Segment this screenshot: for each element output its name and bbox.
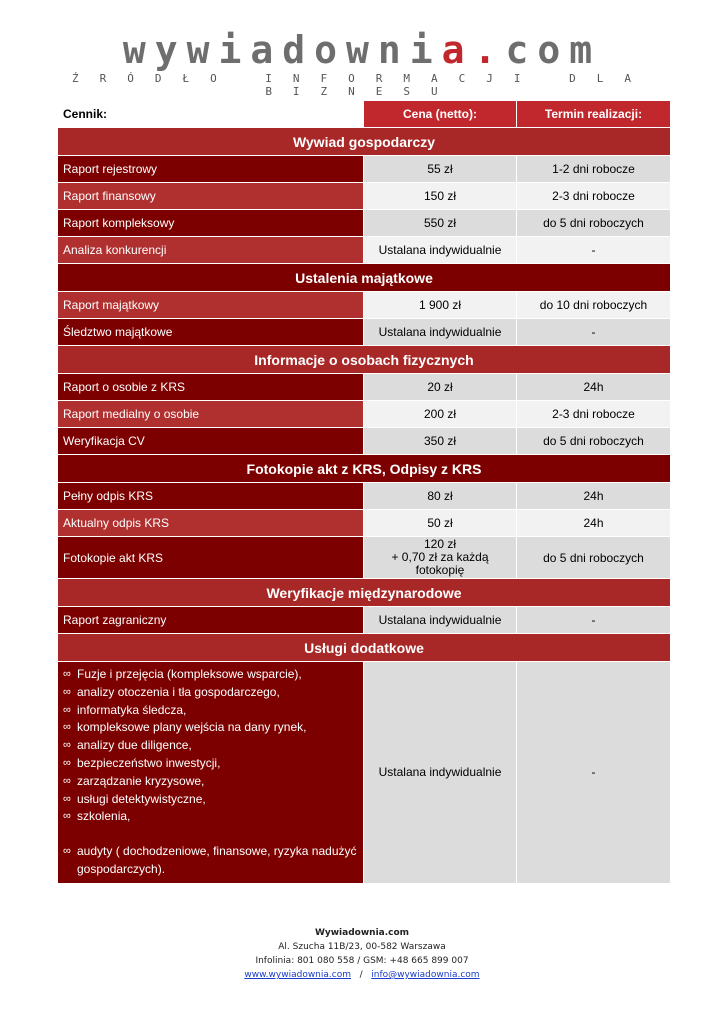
- list-item-text: kompleksowe plany wejścia na dany rynek,: [77, 720, 307, 735]
- price-line: 120 zł: [423, 537, 457, 551]
- header-price: Cena (netto):: [364, 101, 517, 128]
- list-item-text: audyty ( dochodzeniowe, finansowe, ryzyka nadużyć gospodarczych).: [77, 844, 357, 876]
- service-price: 200 zł: [364, 401, 517, 428]
- infinity-bullet-icon: ∞: [63, 703, 71, 716]
- table-row: [58, 210, 671, 237]
- service-price: [364, 537, 517, 579]
- service-price: Ustalana indywidualnie: [364, 607, 517, 634]
- section-header: [58, 634, 671, 662]
- service-price: Ustalana indywidualnie: [364, 237, 517, 264]
- table-row: [58, 374, 671, 401]
- price-line: + 0,70 zł za każdą: [391, 550, 489, 564]
- service-price: Ustalana indywidualnie: [364, 662, 517, 884]
- list-item-text: analizy otoczenia i tła gospodarczego,: [77, 684, 280, 699]
- list-item-text: Fuzje i przejęcia (kompleksowe wsparcie),: [77, 667, 302, 681]
- infinity-bullet-icon: ∞: [63, 810, 71, 823]
- infinity-bullet-icon: ∞: [63, 685, 71, 698]
- table-row: [58, 183, 671, 210]
- table-row: [58, 237, 671, 264]
- service-term: 24h: [517, 510, 671, 537]
- list-item: [63, 684, 358, 702]
- section-header: [58, 128, 671, 156]
- service-price: 55 zł: [364, 156, 517, 183]
- list-item-text: szkolenia,: [77, 809, 131, 824]
- service-term: do 10 dni roboczych: [517, 292, 671, 319]
- service-term: 2-3 dni robocze: [517, 401, 671, 428]
- service-term: 24h: [517, 374, 671, 401]
- service-name: Raport rejestrowy: [58, 156, 364, 183]
- infinity-bullet-icon: ∞: [63, 845, 71, 858]
- website-link[interactable]: www.wywiadownia.com: [244, 970, 351, 980]
- header-term: Termin realizacji:: [517, 101, 671, 128]
- service-price: 50 zł: [364, 510, 517, 537]
- footer-company: Wywiadownia.com: [314, 928, 410, 938]
- section-title: Informacje o osobach fizycznych: [58, 346, 671, 374]
- infinity-bullet-icon: ∞: [63, 756, 71, 769]
- service-name: Raport majątkowy: [58, 292, 364, 319]
- service-term: do 5 dni roboczych: [517, 210, 671, 237]
- service-price: 1 900 zł: [364, 292, 517, 319]
- section-title: Weryfikacje międzynarodowe: [58, 579, 671, 607]
- service-name: Aktualny odpis KRS: [58, 510, 364, 537]
- list-item-text: analizy due diligence,: [77, 738, 192, 753]
- section-header: [58, 455, 671, 483]
- list-item: [63, 808, 358, 826]
- service-price: 20 zł: [364, 374, 517, 401]
- table-row: [58, 607, 671, 634]
- service-name: Fotokopie akt KRS: [58, 537, 364, 579]
- service-name: Raport kompleksowy: [58, 210, 364, 237]
- service-name: Analiza konkurencji: [58, 237, 364, 264]
- logo-text-main: wywiadowni: [122, 28, 442, 72]
- list-item: [63, 791, 358, 809]
- list-item: [63, 719, 358, 737]
- extra-services-cell: [58, 662, 364, 884]
- service-term: do 5 dni roboczych: [517, 428, 671, 455]
- service-name: Raport zagraniczny: [58, 607, 364, 634]
- logo-text-domain: com: [505, 28, 602, 72]
- extra-services-list: [63, 662, 358, 883]
- footer-separator: /: [359, 970, 363, 980]
- logo-dot: .: [473, 28, 506, 72]
- list-item: [63, 843, 358, 879]
- infinity-bullet-icon: ∞: [63, 774, 71, 787]
- service-name: Raport medialny o osobie: [58, 401, 364, 428]
- price-table: [57, 100, 671, 884]
- table-row: [58, 428, 671, 455]
- list-item-text: usługi detektywistyczne,: [77, 791, 206, 806]
- service-name: Raport finansowy: [58, 183, 364, 210]
- table-row: [58, 319, 671, 346]
- footer: [0, 926, 724, 982]
- infinity-bullet-icon: ∞: [63, 721, 71, 734]
- service-term: 2-3 dni robocze: [517, 183, 671, 210]
- logo-text-accent: a: [441, 28, 474, 72]
- section-title: Ustalenia majątkowe: [58, 264, 671, 292]
- price-line: fotokopię: [415, 563, 465, 577]
- infinity-bullet-icon: ∞: [63, 739, 71, 752]
- footer-links: [0, 968, 724, 982]
- list-item-text: zarządzanie kryzysowe,: [77, 773, 205, 788]
- footer-address: Al. Szucha 11B/23, 00-582 Warszawa: [278, 942, 446, 952]
- section-title: Wywiad gospodarczy: [58, 128, 671, 156]
- service-term: -: [517, 662, 671, 884]
- list-item: [63, 755, 358, 773]
- section-header: [58, 264, 671, 292]
- table-row: [58, 292, 671, 319]
- header-label: Cennik:: [58, 101, 364, 128]
- service-term: -: [517, 607, 671, 634]
- table-row: [58, 537, 671, 579]
- table-row: [58, 401, 671, 428]
- service-term: 24h: [517, 483, 671, 510]
- service-name: Weryfikacja CV: [58, 428, 364, 455]
- table-row: [58, 662, 671, 884]
- service-price: 550 zł: [364, 210, 517, 237]
- email-link[interactable]: info@wywiadownia.com: [371, 970, 480, 980]
- service-term: -: [517, 319, 671, 346]
- section-title: Usługi dodatkowe: [58, 634, 671, 662]
- section-header: [58, 346, 671, 374]
- service-term: -: [517, 237, 671, 264]
- table-row: [58, 483, 671, 510]
- list-item: [63, 666, 358, 684]
- service-name: Raport o osobie z KRS: [58, 374, 364, 401]
- service-term: 1-2 dni robocze: [517, 156, 671, 183]
- list-item: [63, 702, 358, 720]
- table-row: [58, 156, 671, 183]
- section-header: [58, 579, 671, 607]
- service-price: 350 zł: [364, 428, 517, 455]
- service-term: do 5 dni roboczych: [517, 537, 671, 579]
- table-row: [58, 510, 671, 537]
- list-item-text: bezpieczeństwo inwestycji,: [77, 755, 221, 770]
- service-price: Ustalana indywidualnie: [364, 319, 517, 346]
- logo: [0, 28, 724, 72]
- list-item-text: informatyka śledcza,: [77, 702, 187, 717]
- list-item: [63, 773, 358, 791]
- section-title: Fotokopie akt z KRS, Odpisy z KRS: [58, 455, 671, 483]
- service-price: 150 zł: [364, 183, 517, 210]
- service-name: Śledztwo majątkowe: [58, 319, 364, 346]
- list-item: [63, 737, 358, 755]
- footer-phone: Infolinia: 801 080 558 / GSM: +48 665 899 007: [255, 956, 469, 966]
- tagline: ŹRÓDŁO INFORMACJI DLA BIZNESU: [71, 72, 653, 98]
- service-price: 80 zł: [364, 483, 517, 510]
- service-name: Pełny odpis KRS: [58, 483, 364, 510]
- infinity-bullet-icon: ∞: [63, 668, 71, 680]
- infinity-bullet-icon: ∞: [63, 792, 71, 805]
- table-header: [58, 101, 671, 128]
